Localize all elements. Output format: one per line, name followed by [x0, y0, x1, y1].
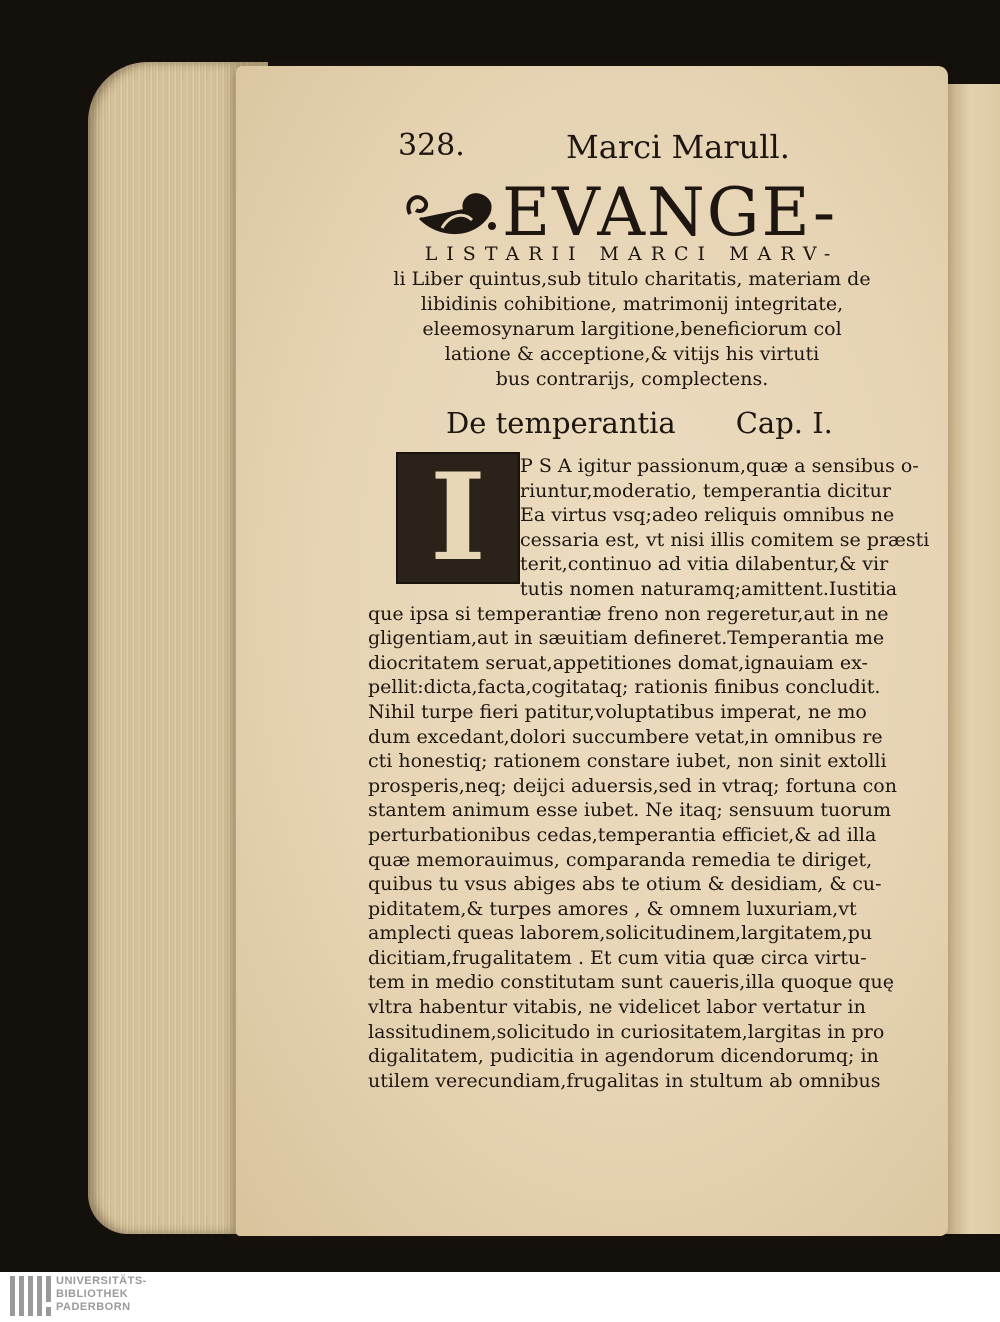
subtitle-line: eleemosynarum largitione,beneficiorum col — [422, 318, 842, 340]
text-line: lassitudinem,solicitudo in curiositatem,largitas in pro — [368, 1020, 885, 1043]
text-line: prosperis,neq; deijci aduersis,sed in vtraq; fortuna con — [368, 774, 897, 797]
text-line: que ipsa si temperantiæ freno non regeretur,aut in ne — [368, 602, 889, 625]
subtitle-line: LISTARII MARCI MARV- — [424, 243, 840, 265]
page-number: 328. — [398, 128, 465, 163]
text-line: digalitatem, pudicitia in agendorum dicendorumq; in — [368, 1045, 879, 1068]
title-large-text: EVANGE- — [502, 174, 838, 251]
text-line: riuntur,moderatio, temperantia dicitur — [520, 479, 891, 502]
facing-page-edge — [942, 84, 1000, 1234]
text-line: utilem verecundiam,frugalitas in stultum ab omnibus — [368, 1069, 881, 1092]
chapter-heading — [446, 406, 833, 440]
text-line: dicitiam,frugalitatem . Et cum vitia quæ circa virtu- — [368, 946, 867, 969]
page-header — [398, 128, 878, 168]
subtitle-line: libidinis cohibitione, matrimonij integritate, — [420, 293, 844, 315]
logo-line: UNIVERSITÄTS- — [56, 1275, 147, 1287]
text-line: piditatem,& turpes amores , & omnem luxuriam,vt — [368, 897, 857, 920]
body-text — [368, 447, 930, 1093]
text-line: diocritatem seruat,appetitiones domat,ignauiam ex- — [368, 651, 868, 674]
text-line: quibus tu vsus abiges abs te otium & desidiam, & cu- — [368, 873, 882, 896]
subtitle-line: latione & acceptione,& vitijs his virtuti — [444, 343, 820, 365]
text-line: stantem animum esse iubet. Ne itaq; sensuum tuorum — [368, 799, 892, 822]
logo-line: BIBLIOTHEK — [56, 1288, 129, 1300]
subtitle-line: li Liber quintus,sub titulo charitatis, materiam de — [393, 268, 871, 290]
footer-bar — [0, 1272, 1000, 1322]
text-line: tutis nomen naturamq;amittent.Iustitia — [520, 577, 898, 600]
text-line: cessaria est, vt nisi illis comitem se præsti — [520, 528, 930, 551]
text-line: dum excedant,dolori succumbere vetat,in omnibus re — [368, 725, 883, 748]
subtitle-line: bus contrarijs, complectens. — [495, 368, 769, 390]
running-head: Marci Marull. — [566, 128, 790, 166]
chapter-number: Cap. I. — [735, 406, 833, 440]
subtitle-block — [362, 242, 902, 392]
text-line: cti honestiq; rationem constare iubet, non sinit extolli — [368, 750, 887, 773]
ornament-icon — [402, 184, 500, 240]
text-line: terit,continuo ad vitia dilabentur,& vir — [520, 553, 889, 576]
logo-line: PADERBORN — [56, 1301, 131, 1313]
library-logo-text — [56, 1275, 147, 1314]
text-line: amplecti queas laborem,solicitudinem,largitatem,pu — [368, 922, 873, 945]
text-line: Nihil turpe fieri patitur,voluptatibus imperat, ne mo — [368, 700, 867, 723]
text-line: gligentiam,aut in sæuitiam defineret.Temperantia me — [368, 627, 885, 650]
text-line: quæ memorauimus, comparanda remedia te diriget, — [368, 848, 873, 871]
library-logo-icon — [10, 1276, 52, 1316]
text-line: Ea virtus vsq;adeo reliquis omnibus ne — [520, 504, 895, 527]
text-line: vltra habentur vitabis, ne videlicet labor vertatur in — [368, 996, 866, 1019]
text-line: perturbationibus cedas,temperantia efficiet,& ad illa — [368, 823, 877, 846]
text-line: pellit:dicta,facta,cogitataq; rationis finibus concludit. — [368, 676, 881, 699]
text-line: tem in medio constitutam sunt caueris,illa quoque quę — [368, 971, 894, 994]
initial-letter: I — [429, 447, 487, 588]
chapter-title: De temperantia — [446, 406, 676, 440]
book-title — [402, 174, 902, 251]
text-line: P S A igitur passionum,quæ a sensibus o- — [520, 455, 919, 477]
